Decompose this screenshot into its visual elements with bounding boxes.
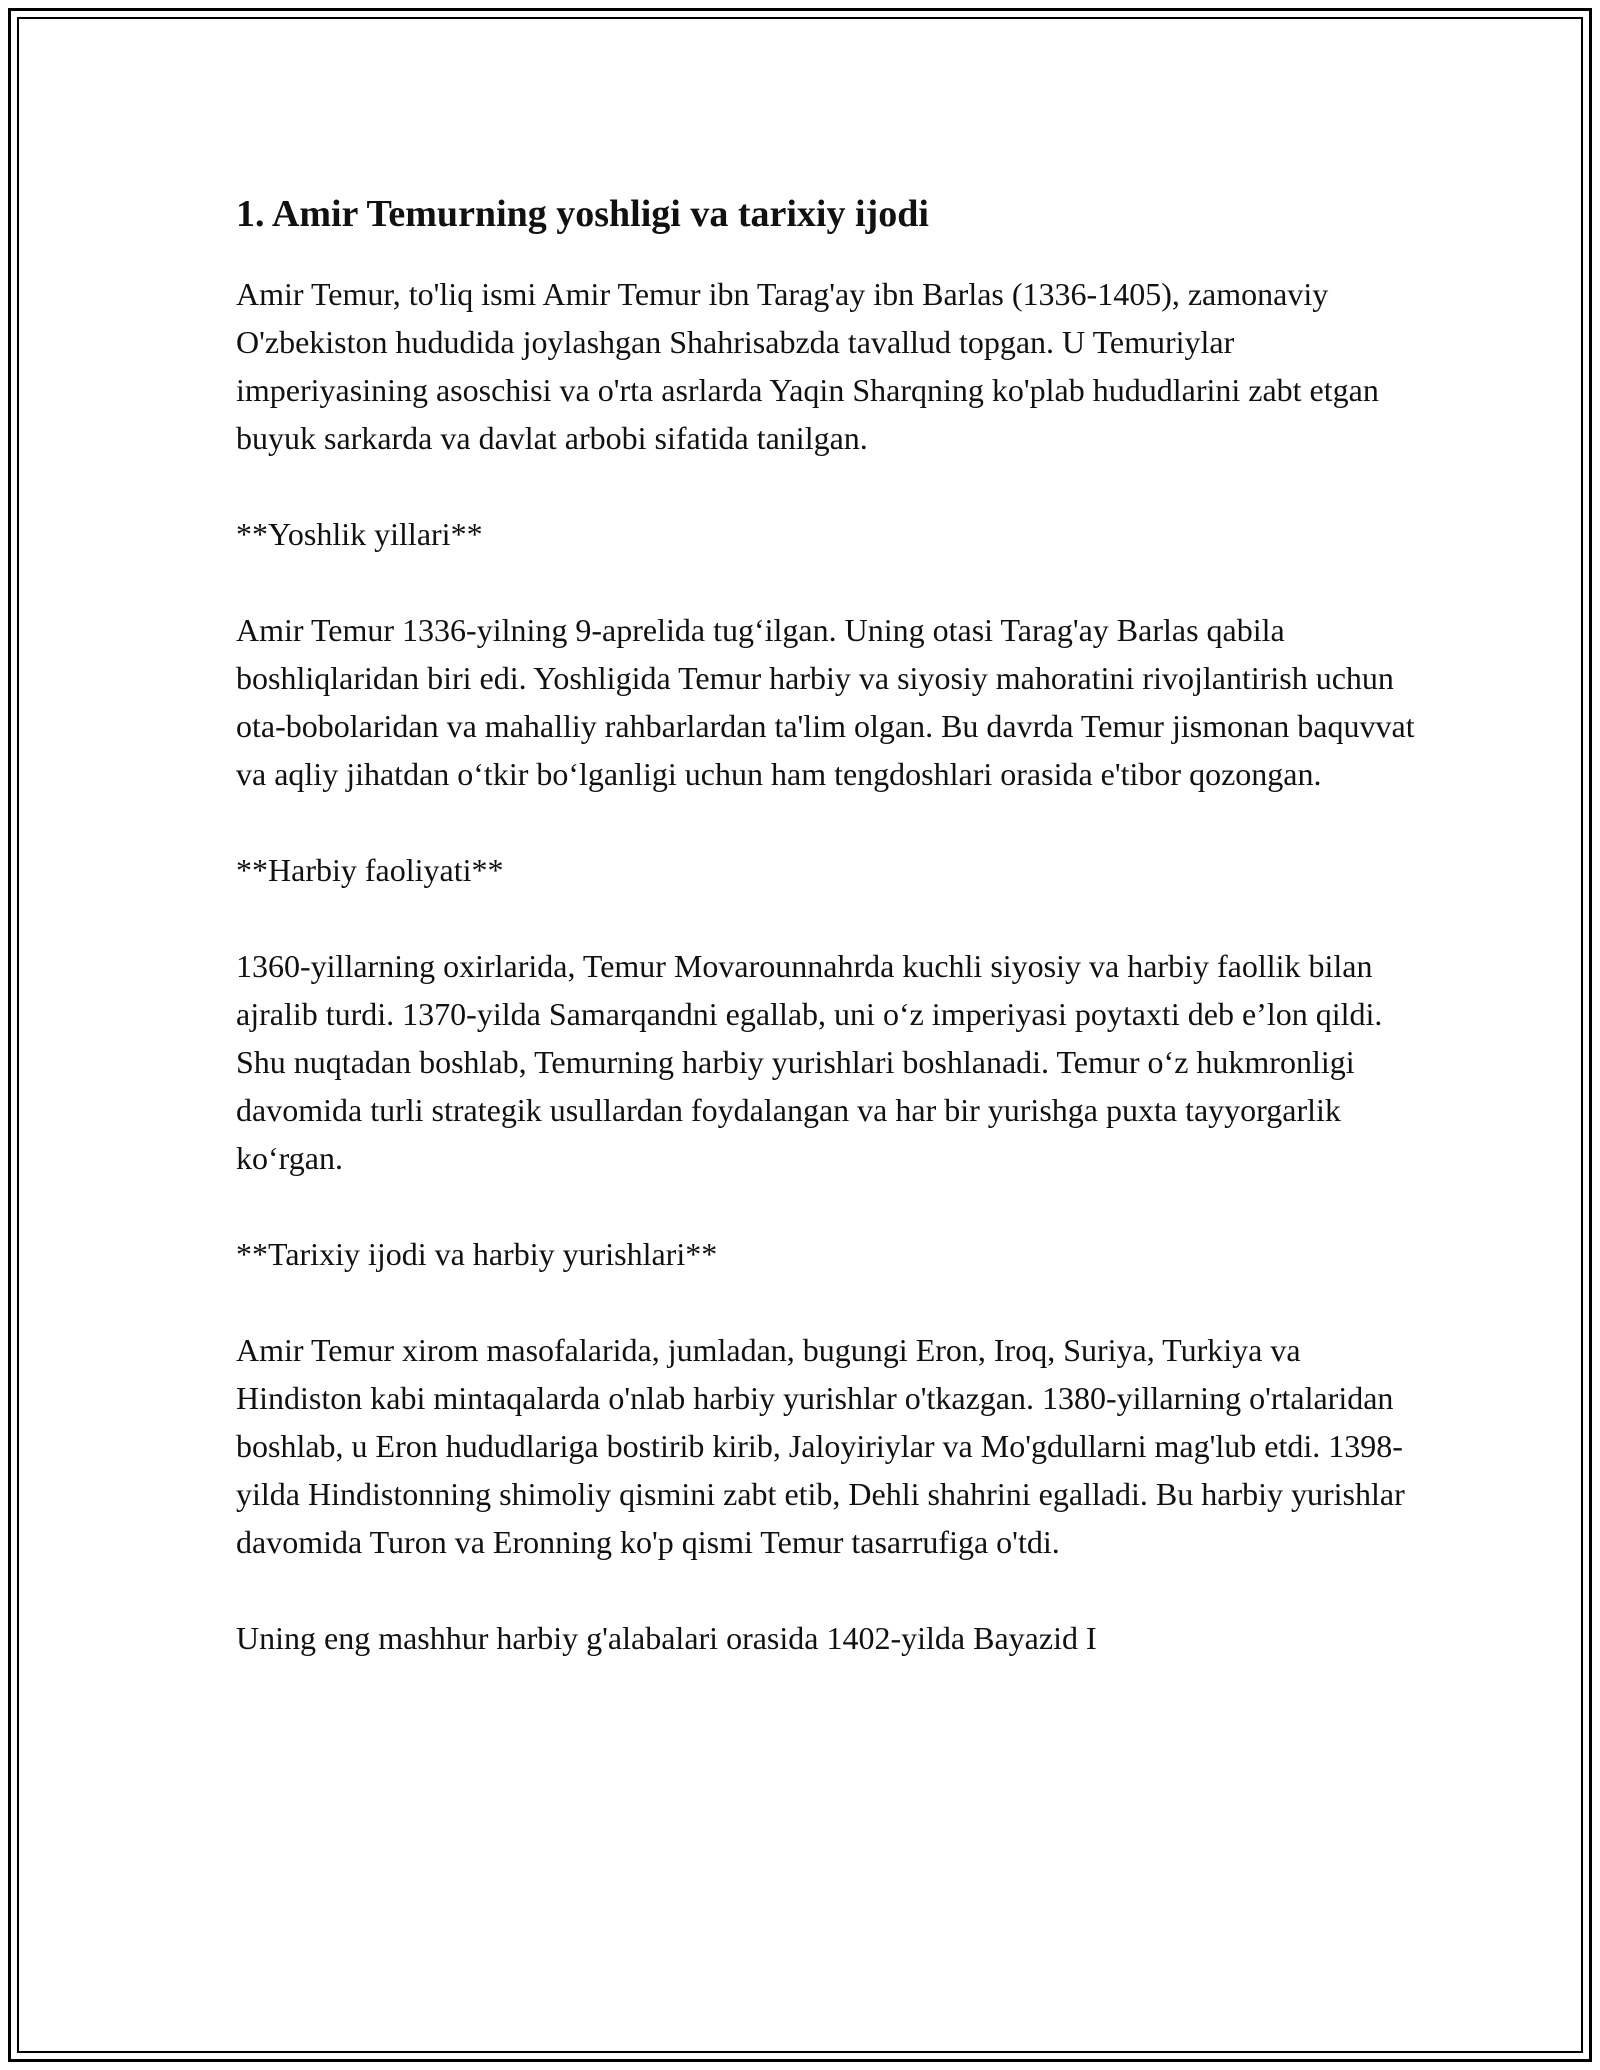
paragraph-victories: Uning eng mashhur harbiy g'alabalari orasida 1402-yilda Bayazid I: [236, 1620, 1097, 1656]
paragraph-campaigns: Amir Temur xirom masofalarida, jumladan, bugungi Eron, Iroq, Suriya, Turkiya va Hindiston kabi mintaqalarda o'nlab harbiy yurishlar o'tkazgan. 1380-yillarning o'rtalaridan boshlab, u Eron hududlariga bostirib kirib, Jaloyiriylar va Mo'gdullarni mag'lub etdi. 1398-yilda Hindistonning shimoliy qismini zabt etib, Dehli shahrini egalladi. Bu harbiy yurishlar davomida Turon va Eronning ko'p qismi Temur tasarrufiga o'tdi.: [236, 1332, 1405, 1560]
paragraph-military: 1360-yillarning oxirlarida, Temur Movarounnahrda kuchli siyosiy va harbiy faollik bilan ajralib turdi. 1370-yilda Samarqandni egallab, uni o‘z imperiyasi poytaxti deb e’lon qildi. Shu nuqtadan boshlab, Temurning harbiy yurishlari boshlanadi. Temur o‘z hukmronligi davomida turli strategik usullardan foydalangan va har bir yurishga puxta tayyorgarlik ko‘rgan.: [236, 948, 1383, 1176]
subheading-youth: **Yoshlik yillari**: [236, 516, 483, 552]
paragraph-intro: Amir Temur, to'liq ismi Amir Temur ibn Tarag'ay ibn Barlas (1336-1405), zamonaviy O'zbekiston hududida joylashgan Shahrisabzda tavallud topgan. U Temuriylar imperiyasining asoschisi va o'rta asrlarda Yaqin Sharqning ko'plab hududlarini zabt etgan buyuk sarkarda va davlat arbobi sifatida tanilgan.: [236, 276, 1379, 456]
subheading-military: **Harbiy faoliyati**: [236, 852, 504, 888]
subheading-campaigns: **Tarixiy ijodi va harbiy yurishlari**: [236, 1236, 718, 1272]
paragraph-youth: Amir Temur 1336-yilning 9-aprelida tug‘ilgan. Uning otasi Tarag'ay Barlas qabila boshliqlaridan biri edi. Yoshligida Temur harbiy va siyosiy mahoratini rivojlantirish uchun ota-bobolaridan va mahalliy rahbarlardan ta'lim olgan. Bu davrda Temur jismonan baquvvat va aqliy jihatdan o‘tkir bo‘lganligi uchun ham tengdoshlari orasida e'tibor qozongan.: [236, 612, 1415, 792]
section-title: 1. Amir Temurning yoshligi va tarixiy ijodi: [236, 193, 929, 235]
document-body: [236, 188, 1416, 1710]
